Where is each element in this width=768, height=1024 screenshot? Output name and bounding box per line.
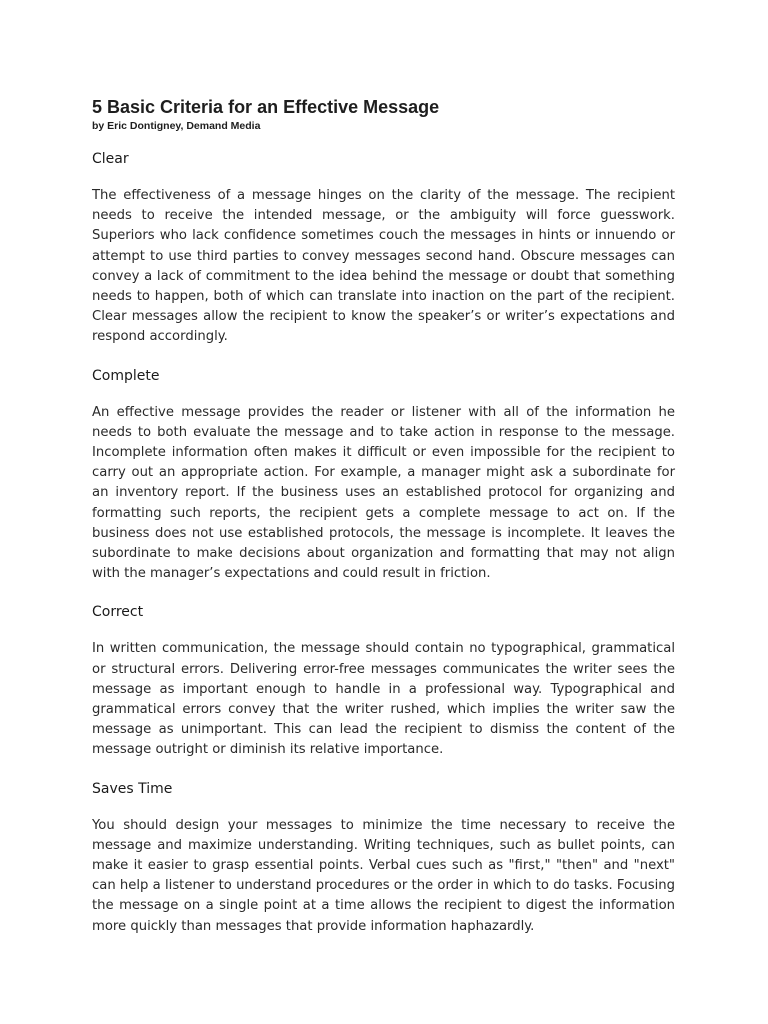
section-body-saves-time: You should design your messages to minimize the time necessary to receive the message and maximize understanding. Writing techniques, such as bullet points, can make it easier to grasp essential points. Verbal cues such as "first," "then" and "next" can help a listener to understand procedures or the order in which to do tasks. Focusing the message on a single point at a time allows the recipient to digest the information more quickly than messages that provide information haphazardly. [92,817,675,934]
section-body-clear: The effectiveness of a message hinges on the clarity of the message. The recipient needs to receive the intended message, or the ambiguity will force guesswork. Superiors who lack confidence sometimes couch the messages in hints or innuendo or attempt to use third parties to convey messages second hand. Obscure messages can convey a lack of commitment to the idea behind the message or doubt that something needs to happen, both of which can translate into inaction on the part of the recipient. Clear messages allow the recipient to know the speaker’s or writer’s expectations and respond accordingly. [92,188,675,345]
section-body-correct: In written communication, the message should contain no typographical, grammatical or structural errors. Delivering error-free messages communicates the writer sees the message as important enough to handle in a professional way. Typographical and grammatical errors convey that the writer rushed, which implies the writer saw the message as unimportant. This can lead the recipient to dismiss the content of the message outright or diminish its relative importance. [92,641,675,758]
author-byline: by Eric Dontigney, Demand Media [92,120,261,132]
section-heading-saves-time: Saves Time [92,780,173,797]
document-title: 5 Basic Criteria for an Effective Message [92,97,440,117]
section-heading-correct: Correct [92,604,144,621]
section-body-complete: An effective message provides the reader or listener with all of the information he needs to both evaluate the message and to take action in response to the message. Incomplete information often makes it difficult or even impossible for the recipient to carry out an appropriate action. For example, a manager might ask a subordinate for an inventory report. If the business uses an established protocol for organizing and formatting such reports, the recipient gets a complete message to act on. If the business does not use established protocols, the message is incomplete. It leaves the subordinate to make decisions about organization and formatting that may not align with the manager’s expectations and could result in friction. [92,404,675,582]
section-heading-clear: Clear [92,151,129,167]
document-page [92,96,675,937]
section-heading-complete: Complete [92,367,160,384]
